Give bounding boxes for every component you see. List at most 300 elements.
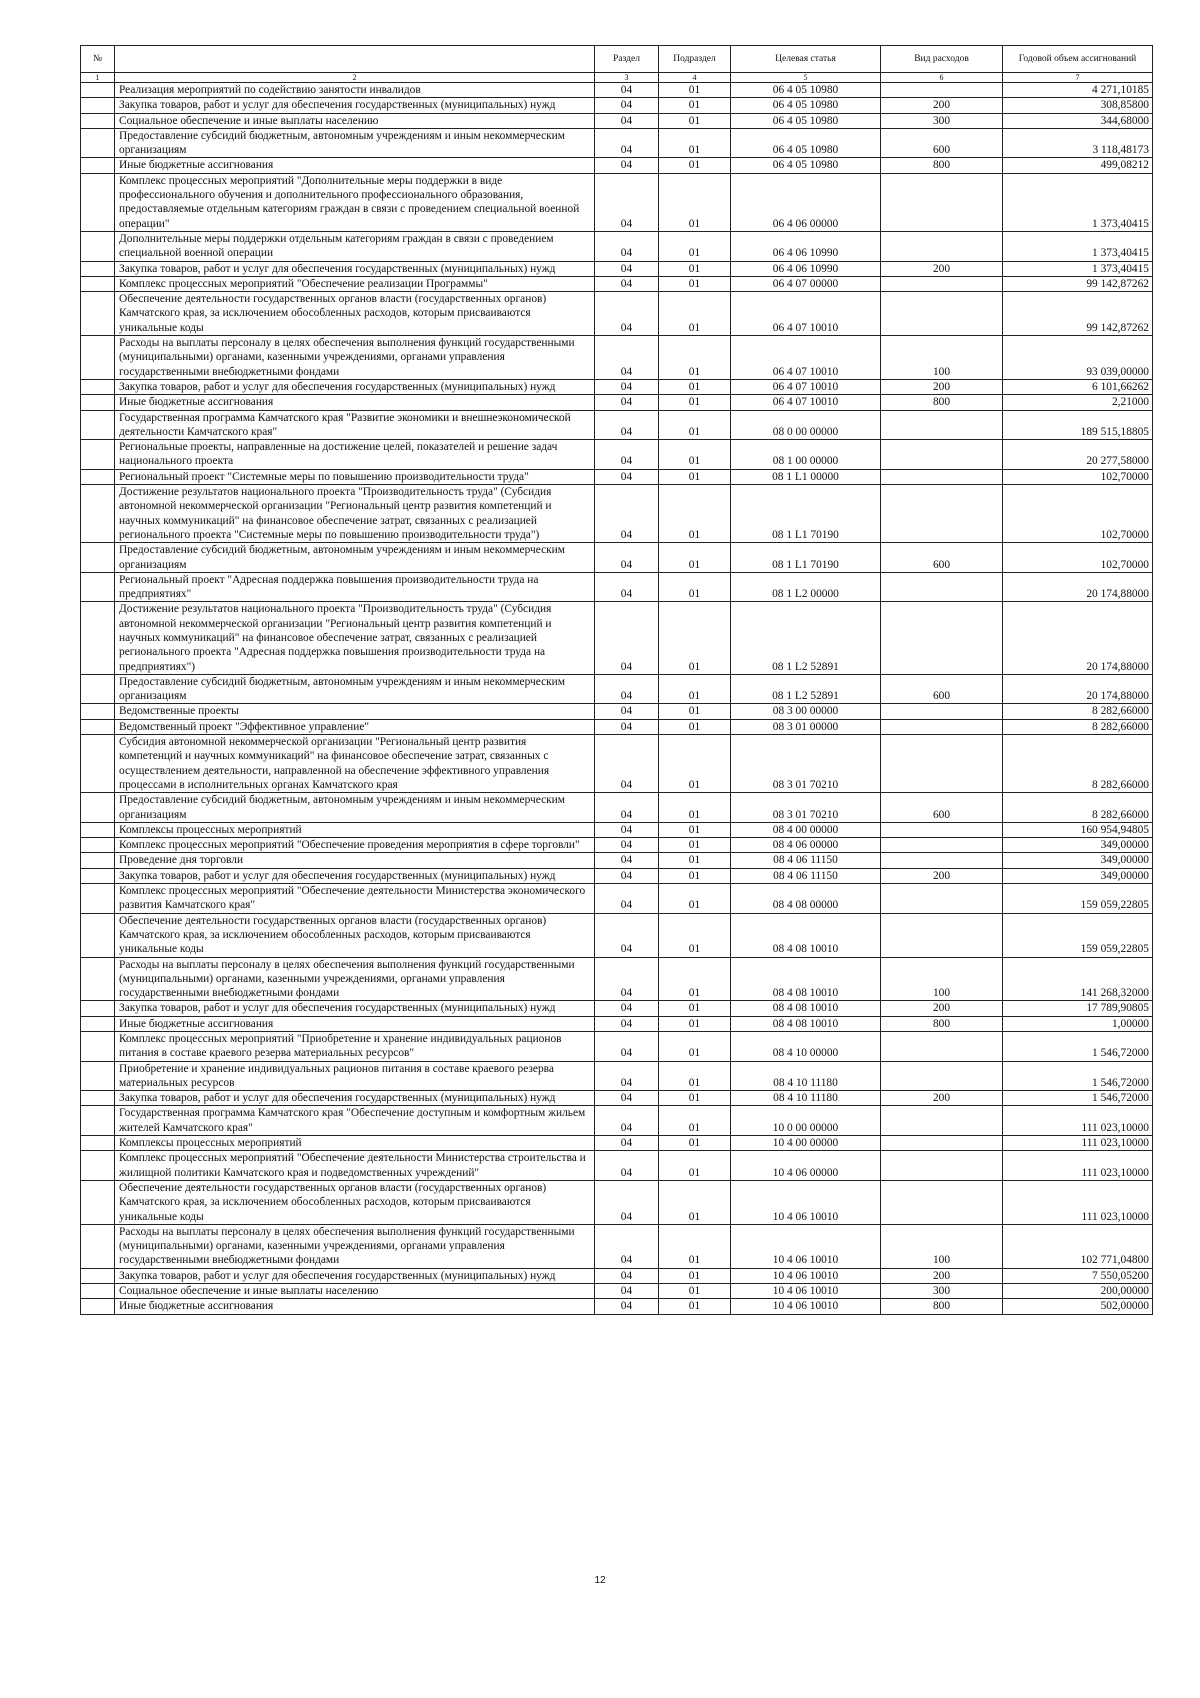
row-subsection-cell: 01 (659, 572, 731, 602)
row-expense-cell: 800 (881, 158, 1003, 173)
col-number: 6 (881, 73, 1003, 83)
table-row (81, 602, 1153, 674)
row-amount-cell: 189 515,18805 (1003, 410, 1153, 440)
row-amount-cell: 1,00000 (1003, 1016, 1153, 1031)
row-subsection-cell: 01 (659, 793, 731, 823)
table-row (81, 1299, 1153, 1314)
row-subsection-cell: 01 (659, 261, 731, 276)
row-section-cell: 04 (595, 440, 659, 470)
table-row (81, 98, 1153, 113)
row-expense-cell (881, 704, 1003, 719)
row-amount-cell: 8 282,66000 (1003, 704, 1153, 719)
row-name-cell: Расходы на выплаты персоналу в целях обеспечения выполнения функций государственными (муниципальными) органами, казенными учреждениями, органами управления государственными внебюджетными фондами (115, 957, 595, 1001)
table-row (81, 572, 1153, 602)
row-number-cell (81, 83, 115, 98)
row-name-cell: Государственная программа Камчатского края "Развитие экономики и внешнеэкономической деятельности Камчатского края" (115, 410, 595, 440)
row-number-cell (81, 395, 115, 410)
row-target-cell: 06 4 06 10990 (731, 231, 881, 261)
row-section-cell: 04 (595, 793, 659, 823)
table-row (81, 543, 1153, 573)
row-expense-cell (881, 1032, 1003, 1062)
row-name-cell: Обеспечение деятельности государственных органов власти (государственных органов) Камчатского края, за исключением обособленных расходов, которым присваиваются уникальные коды (115, 1180, 595, 1224)
row-subsection-cell: 01 (659, 1061, 731, 1091)
row-target-cell: 10 4 06 10010 (731, 1224, 881, 1268)
row-section-cell: 04 (595, 173, 659, 231)
table-row (81, 1180, 1153, 1224)
row-target-cell: 10 4 06 10010 (731, 1180, 881, 1224)
row-subsection-cell: 01 (659, 395, 731, 410)
row-name-cell: Закупка товаров, работ и услуг для обеспечения государственных (муниципальных) нужд (115, 1091, 595, 1106)
row-target-cell: 08 1 L2 52891 (731, 602, 881, 674)
row-section-cell: 04 (595, 410, 659, 440)
row-target-cell: 08 4 08 00000 (731, 884, 881, 914)
row-amount-cell: 102 771,04800 (1003, 1224, 1153, 1268)
row-name-cell: Комплекс процессных мероприятий "Приобретение и хранение индивидуальных рационов питания в составе краевого резерва материальных ресурсов" (115, 1032, 595, 1062)
row-section-cell: 04 (595, 98, 659, 113)
table-row (81, 395, 1153, 410)
row-target-cell: 10 4 06 10010 (731, 1299, 881, 1314)
row-section-cell: 04 (595, 1136, 659, 1151)
row-section-cell: 04 (595, 704, 659, 719)
row-target-cell: 08 3 00 00000 (731, 704, 881, 719)
row-section-cell: 04 (595, 469, 659, 484)
header-subsection: Подраздел (659, 46, 731, 73)
row-section-cell: 04 (595, 261, 659, 276)
row-subsection-cell: 01 (659, 838, 731, 853)
row-amount-cell: 20 174,88000 (1003, 602, 1153, 674)
row-number-cell (81, 1224, 115, 1268)
table-row (81, 113, 1153, 128)
row-section-cell: 04 (595, 1284, 659, 1299)
row-expense-cell: 600 (881, 793, 1003, 823)
row-number-cell (81, 173, 115, 231)
row-target-cell: 08 4 10 11180 (731, 1061, 881, 1091)
row-section-cell: 04 (595, 1032, 659, 1062)
row-target-cell: 08 1 00 00000 (731, 440, 881, 470)
row-target-cell: 10 0 00 00000 (731, 1106, 881, 1136)
row-name-cell: Закупка товаров, работ и услуг для обеспечения государственных (муниципальных) нужд (115, 868, 595, 883)
row-target-cell: 08 1 L2 52891 (731, 674, 881, 704)
row-number-cell (81, 793, 115, 823)
row-expense-cell (881, 1180, 1003, 1224)
row-target-cell: 10 4 06 10010 (731, 1268, 881, 1283)
row-name-cell: Проведение дня торговли (115, 853, 595, 868)
row-number-cell (81, 1299, 115, 1314)
row-number-cell (81, 602, 115, 674)
row-expense-cell: 800 (881, 395, 1003, 410)
row-subsection-cell: 01 (659, 1136, 731, 1151)
row-number-cell (81, 957, 115, 1001)
row-expense-cell (881, 276, 1003, 291)
table-row (81, 704, 1153, 719)
row-subsection-cell: 01 (659, 719, 731, 734)
row-target-cell: 08 3 01 70210 (731, 735, 881, 793)
row-number-cell (81, 1268, 115, 1283)
row-amount-cell: 111 023,10000 (1003, 1136, 1153, 1151)
row-number-cell (81, 913, 115, 957)
row-section-cell: 04 (595, 957, 659, 1001)
row-amount-cell: 17 789,90805 (1003, 1001, 1153, 1016)
row-target-cell: 06 4 05 10980 (731, 158, 881, 173)
row-expense-cell (881, 838, 1003, 853)
row-section-cell: 04 (595, 128, 659, 158)
row-section-cell: 04 (595, 1224, 659, 1268)
row-subsection-cell: 01 (659, 704, 731, 719)
row-subsection-cell: 01 (659, 113, 731, 128)
row-expense-cell (881, 410, 1003, 440)
row-section-cell: 04 (595, 868, 659, 883)
row-subsection-cell: 01 (659, 128, 731, 158)
table-row (81, 1151, 1153, 1181)
row-target-cell: 08 3 01 00000 (731, 719, 881, 734)
row-number-cell (81, 1151, 115, 1181)
row-target-cell: 10 4 00 00000 (731, 1136, 881, 1151)
table-row (81, 336, 1153, 380)
row-name-cell: Предоставление субсидий бюджетным, автономным учреждениям и иным некоммерческим организациям (115, 793, 595, 823)
row-section-cell: 04 (595, 276, 659, 291)
row-amount-cell: 141 268,32000 (1003, 957, 1153, 1001)
row-number-cell (81, 469, 115, 484)
row-expense-cell (881, 822, 1003, 837)
row-name-cell: Предоставление субсидий бюджетным, автономным учреждениям и иным некоммерческим организациям (115, 543, 595, 573)
row-expense-cell (881, 1151, 1003, 1181)
table-row (81, 173, 1153, 231)
row-subsection-cell: 01 (659, 853, 731, 868)
header-section: Раздел (595, 46, 659, 73)
table-row (81, 1224, 1153, 1268)
table-row (81, 793, 1153, 823)
row-section-cell: 04 (595, 674, 659, 704)
row-number-cell (81, 158, 115, 173)
row-number-cell (81, 1106, 115, 1136)
row-name-cell: Обеспечение деятельности государственных органов власти (государственных органов) Камчатского края, за исключением обособленных расходов, которым присваиваются уникальные коды (115, 292, 595, 336)
row-number-cell (81, 292, 115, 336)
row-subsection-cell: 01 (659, 822, 731, 837)
row-section-cell: 04 (595, 543, 659, 573)
row-amount-cell: 7 550,05200 (1003, 1268, 1153, 1283)
row-expense-cell (881, 884, 1003, 914)
row-expense-cell (881, 572, 1003, 602)
row-section-cell: 04 (595, 1016, 659, 1031)
row-target-cell: 08 1 L1 00000 (731, 469, 881, 484)
row-subsection-cell: 01 (659, 1032, 731, 1062)
header-row (81, 46, 1153, 73)
row-amount-cell: 502,00000 (1003, 1299, 1153, 1314)
row-target-cell: 06 4 05 10980 (731, 113, 881, 128)
table-row (81, 292, 1153, 336)
row-subsection-cell: 01 (659, 868, 731, 883)
table-row (81, 231, 1153, 261)
row-subsection-cell: 01 (659, 1016, 731, 1031)
row-expense-cell: 100 (881, 336, 1003, 380)
row-subsection-cell: 01 (659, 173, 731, 231)
row-number-cell (81, 231, 115, 261)
row-expense-cell (881, 83, 1003, 98)
table-row (81, 1268, 1153, 1283)
row-name-cell: Региональные проекты, направленные на достижение целей, показателей и решение задач национального проекта (115, 440, 595, 470)
row-target-cell: 08 4 06 00000 (731, 838, 881, 853)
row-amount-cell: 308,85800 (1003, 98, 1153, 113)
row-section-cell: 04 (595, 336, 659, 380)
row-amount-cell: 159 059,22805 (1003, 913, 1153, 957)
table-row (81, 1091, 1153, 1106)
row-name-cell: Комплексы процессных мероприятий (115, 822, 595, 837)
row-name-cell: Закупка товаров, работ и услуг для обеспечения государственных (муниципальных) нужд (115, 261, 595, 276)
row-target-cell: 10 4 06 00000 (731, 1151, 881, 1181)
row-number-cell (81, 98, 115, 113)
row-amount-cell: 102,70000 (1003, 469, 1153, 484)
table-row (81, 1016, 1153, 1031)
row-amount-cell: 499,08212 (1003, 158, 1153, 173)
row-section-cell: 04 (595, 853, 659, 868)
row-name-cell: Закупка товаров, работ и услуг для обеспечения государственных (муниципальных) нужд (115, 1268, 595, 1283)
budget-table (80, 45, 1153, 1315)
row-name-cell: Реализация мероприятий по содействию занятости инвалидов (115, 83, 595, 98)
row-subsection-cell: 01 (659, 379, 731, 394)
row-amount-cell: 1 373,40415 (1003, 261, 1153, 276)
row-amount-cell: 102,70000 (1003, 543, 1153, 573)
row-section-cell: 04 (595, 822, 659, 837)
row-subsection-cell: 01 (659, 485, 731, 543)
row-number-cell (81, 336, 115, 380)
table-row (81, 853, 1153, 868)
table-row (81, 261, 1153, 276)
row-amount-cell: 349,00000 (1003, 853, 1153, 868)
row-number-cell (81, 1180, 115, 1224)
row-expense-cell (881, 469, 1003, 484)
row-amount-cell: 6 101,66262 (1003, 379, 1153, 394)
row-number-cell (81, 1061, 115, 1091)
row-expense-cell (881, 719, 1003, 734)
col-number: 5 (731, 73, 881, 83)
row-subsection-cell: 01 (659, 440, 731, 470)
row-amount-cell: 111 023,10000 (1003, 1106, 1153, 1136)
header-name (115, 46, 595, 73)
row-name-cell: Закупка товаров, работ и услуг для обеспечения государственных (муниципальных) нужд (115, 379, 595, 394)
row-section-cell: 04 (595, 158, 659, 173)
row-target-cell: 06 4 07 00000 (731, 276, 881, 291)
col-number: 3 (595, 73, 659, 83)
row-target-cell: 08 3 01 70210 (731, 793, 881, 823)
row-name-cell: Ведомственный проект "Эффективное управление" (115, 719, 595, 734)
table-row (81, 719, 1153, 734)
row-expense-cell: 100 (881, 1224, 1003, 1268)
row-subsection-cell: 01 (659, 735, 731, 793)
row-section-cell: 04 (595, 1151, 659, 1181)
row-expense-cell (881, 853, 1003, 868)
row-expense-cell: 200 (881, 1091, 1003, 1106)
row-section-cell: 04 (595, 1061, 659, 1091)
row-number-cell (81, 1091, 115, 1106)
row-target-cell: 06 4 07 10010 (731, 292, 881, 336)
table-row (81, 1032, 1153, 1062)
table-row (81, 1106, 1153, 1136)
row-amount-cell: 349,00000 (1003, 868, 1153, 883)
table-body (81, 83, 1153, 1315)
row-number-cell (81, 853, 115, 868)
row-target-cell: 08 4 06 11150 (731, 868, 881, 883)
row-expense-cell (881, 602, 1003, 674)
row-section-cell: 04 (595, 1299, 659, 1314)
row-name-cell: Расходы на выплаты персоналу в целях обеспечения выполнения функций государственными (муниципальными) органами, казенными учреждениями, органами управления государственными внебюджетными фондами (115, 336, 595, 380)
row-expense-cell (881, 440, 1003, 470)
row-amount-cell: 200,00000 (1003, 1284, 1153, 1299)
row-number-cell (81, 838, 115, 853)
row-expense-cell (881, 735, 1003, 793)
row-amount-cell: 159 059,22805 (1003, 884, 1153, 914)
row-amount-cell: 99 142,87262 (1003, 292, 1153, 336)
row-name-cell: Иные бюджетные ассигнования (115, 395, 595, 410)
row-expense-cell (881, 1136, 1003, 1151)
row-subsection-cell: 01 (659, 674, 731, 704)
row-name-cell: Комплекс процессных мероприятий "Обеспечение проведения мероприятия в сфере торговли" (115, 838, 595, 853)
table-row (81, 735, 1153, 793)
row-subsection-cell: 01 (659, 1224, 731, 1268)
row-subsection-cell: 01 (659, 336, 731, 380)
row-section-cell: 04 (595, 1268, 659, 1283)
col-number: 4 (659, 73, 731, 83)
row-amount-cell: 99 142,87262 (1003, 276, 1153, 291)
table-row (81, 674, 1153, 704)
row-section-cell: 04 (595, 602, 659, 674)
row-name-cell: Приобретение и хранение индивидуальных рационов питания в составе краевого резерва материальных ресурсов (115, 1061, 595, 1091)
row-amount-cell: 1 373,40415 (1003, 231, 1153, 261)
table-row (81, 822, 1153, 837)
row-subsection-cell: 01 (659, 158, 731, 173)
row-section-cell: 04 (595, 379, 659, 394)
row-name-cell: Закупка товаров, работ и услуг для обеспечения государственных (муниципальных) нужд (115, 1001, 595, 1016)
row-number-cell (81, 543, 115, 573)
row-target-cell: 08 4 08 10010 (731, 1016, 881, 1031)
row-number-cell (81, 379, 115, 394)
row-subsection-cell: 01 (659, 1001, 731, 1016)
row-target-cell: 08 0 00 00000 (731, 410, 881, 440)
row-target-cell: 08 1 L1 70190 (731, 543, 881, 573)
table-row (81, 83, 1153, 98)
row-subsection-cell: 01 (659, 231, 731, 261)
row-section-cell: 04 (595, 395, 659, 410)
row-name-cell: Комплекс процессных мероприятий "Дополнительные меры поддержки в виде профессионального обучения и дополнительного профессионального образования, предоставляемые отдельным категориям граждан в связи с проведением специальной военной операции" (115, 173, 595, 231)
row-name-cell: Дополнительные меры поддержки отдельным категориям граждан в связи с проведением специальной военной операции (115, 231, 595, 261)
table-row (81, 1061, 1153, 1091)
row-subsection-cell: 01 (659, 1106, 731, 1136)
row-section-cell: 04 (595, 83, 659, 98)
row-subsection-cell: 01 (659, 957, 731, 1001)
row-target-cell: 08 4 08 10010 (731, 913, 881, 957)
row-expense-cell: 200 (881, 379, 1003, 394)
row-section-cell: 04 (595, 838, 659, 853)
table-row (81, 276, 1153, 291)
row-expense-cell: 200 (881, 98, 1003, 113)
row-subsection-cell: 01 (659, 98, 731, 113)
row-name-cell: Региональный проект "Адресная поддержка повышения производительности труда на предприятиях" (115, 572, 595, 602)
row-section-cell: 04 (595, 1106, 659, 1136)
row-amount-cell: 93 039,00000 (1003, 336, 1153, 380)
row-target-cell: 08 1 L1 70190 (731, 485, 881, 543)
table-row (81, 158, 1153, 173)
row-amount-cell: 8 282,66000 (1003, 735, 1153, 793)
table-row (81, 128, 1153, 158)
row-amount-cell: 3 118,48173 (1003, 128, 1153, 158)
row-target-cell: 08 4 10 11180 (731, 1091, 881, 1106)
budget-table-sheet (80, 45, 1152, 1315)
row-name-cell: Иные бюджетные ассигнования (115, 1299, 595, 1314)
table-row (81, 1001, 1153, 1016)
row-section-cell: 04 (595, 231, 659, 261)
row-section-cell: 04 (595, 719, 659, 734)
row-target-cell: 06 4 05 10980 (731, 83, 881, 98)
row-name-cell: Достижение результатов национального проекта "Производительность труда" (Субсидия автономной некоммерческой организации "Региональный центр развития компетенций и научных коммуникаций" на финансовое обеспечение затрат, связанных с реализацией регионального проекта "Системные меры по повышению производительности труда") (115, 485, 595, 543)
row-name-cell: Комплекс процессных мероприятий "Обеспечение деятельности Министерства строительства и жилищной политики Камчатского края и подведомственных учреждений" (115, 1151, 595, 1181)
table-row (81, 485, 1153, 543)
row-number-cell (81, 410, 115, 440)
row-number-cell (81, 113, 115, 128)
table-row (81, 410, 1153, 440)
row-subsection-cell: 01 (659, 83, 731, 98)
row-target-cell: 06 4 06 00000 (731, 173, 881, 231)
row-number-cell (81, 704, 115, 719)
row-amount-cell: 8 282,66000 (1003, 793, 1153, 823)
row-number-cell (81, 822, 115, 837)
row-number-cell (81, 276, 115, 291)
row-expense-cell (881, 292, 1003, 336)
row-amount-cell: 1 546,72000 (1003, 1032, 1153, 1062)
row-number-cell (81, 719, 115, 734)
table-row (81, 469, 1153, 484)
row-target-cell: 08 4 06 11150 (731, 853, 881, 868)
row-name-cell: Государственная программа Камчатского края "Обеспечение доступным и комфортным жильем жителей Камчатского края" (115, 1106, 595, 1136)
row-subsection-cell: 01 (659, 276, 731, 291)
row-expense-cell: 200 (881, 1268, 1003, 1283)
row-expense-cell: 200 (881, 868, 1003, 883)
row-target-cell: 06 4 07 10010 (731, 395, 881, 410)
row-target-cell: 06 4 05 10980 (731, 128, 881, 158)
row-amount-cell: 1 546,72000 (1003, 1091, 1153, 1106)
row-target-cell: 06 4 07 10010 (731, 379, 881, 394)
table-row (81, 379, 1153, 394)
row-expense-cell (881, 1061, 1003, 1091)
row-target-cell: 08 4 08 10010 (731, 1001, 881, 1016)
row-section-cell: 04 (595, 485, 659, 543)
row-name-cell: Достижение результатов национального проекта "Производительность труда" (Субсидия автономной некоммерческой организации "Региональный центр развития компетенций и научных коммуникаций" на финансовое обеспечение затрат, связанных с реализацией регионального проекта "Адресная поддержка повышения производительности труда на предприятиях") (115, 602, 595, 674)
row-target-cell: 10 4 06 10010 (731, 1284, 881, 1299)
row-name-cell: Комплексы процессных мероприятий (115, 1136, 595, 1151)
row-target-cell: 08 4 08 10010 (731, 957, 881, 1001)
row-number-cell (81, 485, 115, 543)
row-number-cell (81, 1284, 115, 1299)
row-expense-cell: 200 (881, 1001, 1003, 1016)
row-number-cell (81, 735, 115, 793)
row-target-cell: 08 1 L2 00000 (731, 572, 881, 602)
row-section-cell: 04 (595, 292, 659, 336)
row-number-cell (81, 1136, 115, 1151)
row-subsection-cell: 01 (659, 602, 731, 674)
table-row (81, 440, 1153, 470)
row-target-cell: 08 4 00 00000 (731, 822, 881, 837)
row-expense-cell: 800 (881, 1016, 1003, 1031)
row-subsection-cell: 01 (659, 543, 731, 573)
row-section-cell: 04 (595, 113, 659, 128)
row-amount-cell: 102,70000 (1003, 485, 1153, 543)
table-row (81, 884, 1153, 914)
row-subsection-cell: 01 (659, 1151, 731, 1181)
row-amount-cell: 20 174,88000 (1003, 572, 1153, 602)
row-amount-cell: 8 282,66000 (1003, 719, 1153, 734)
row-name-cell: Социальное обеспечение и иные выплаты населению (115, 1284, 595, 1299)
header-num: № (81, 46, 115, 73)
row-number-cell (81, 440, 115, 470)
row-section-cell: 04 (595, 572, 659, 602)
